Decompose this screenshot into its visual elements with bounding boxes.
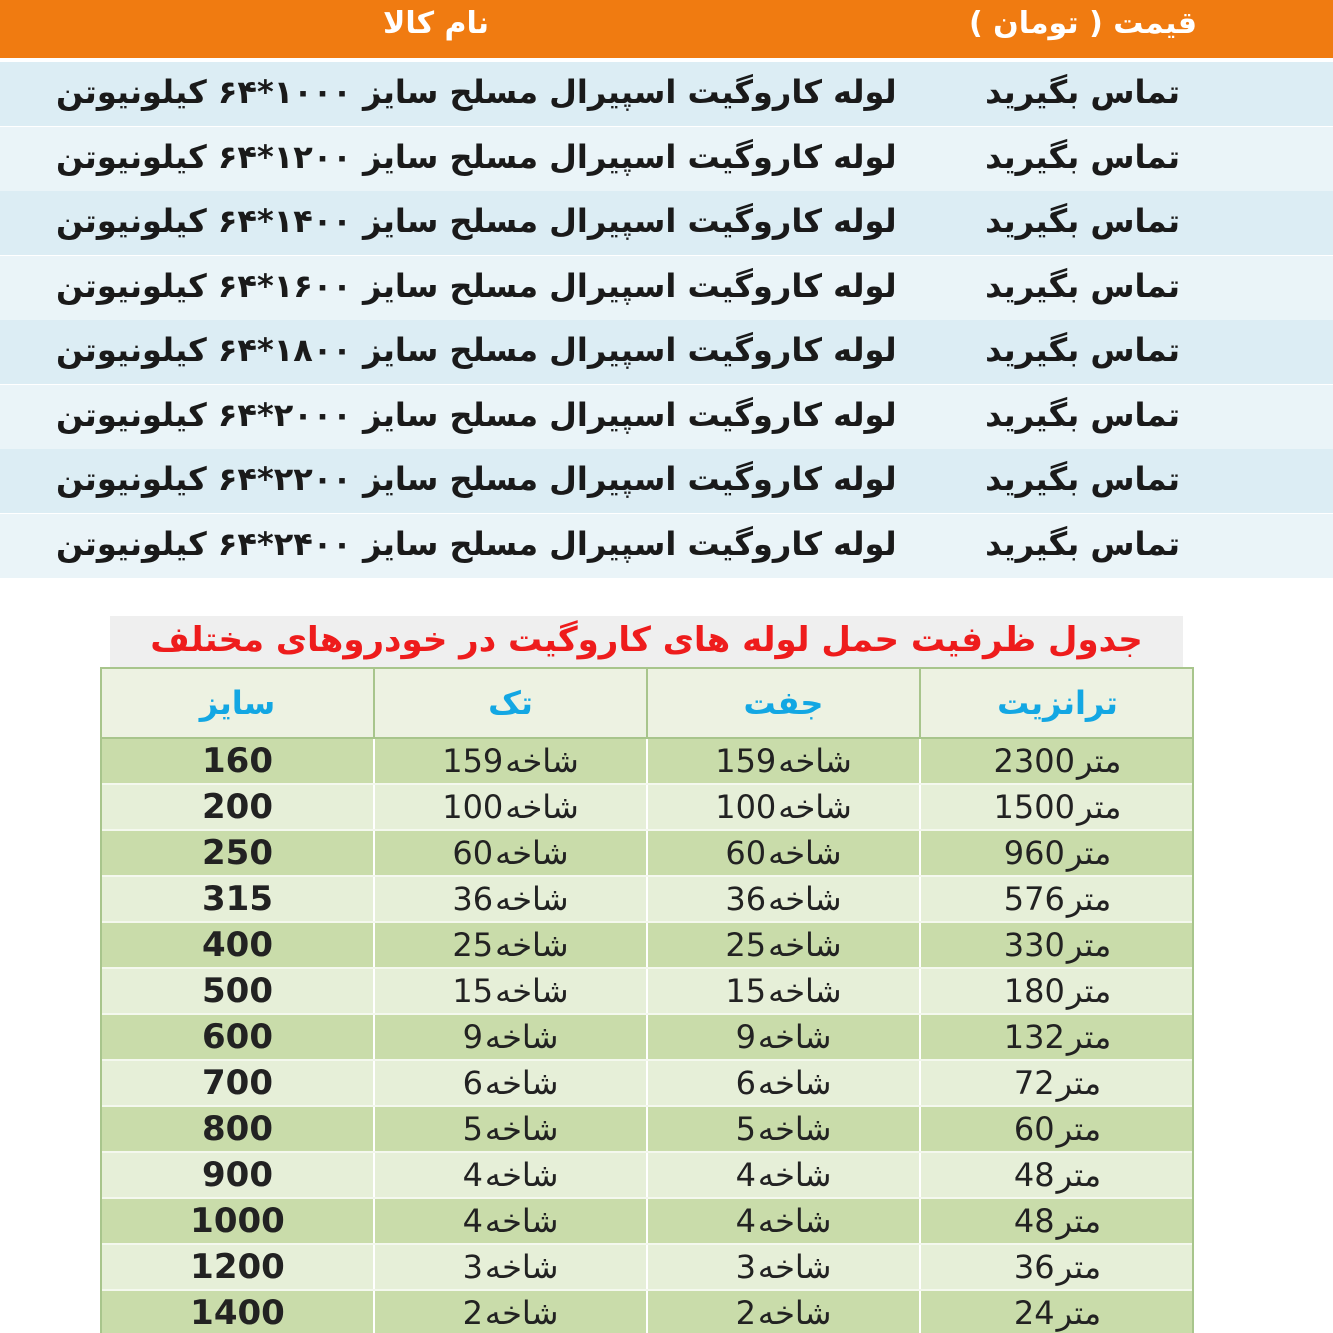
pair-cell	[648, 1245, 921, 1289]
single-value: 9	[462, 1018, 483, 1056]
branch-unit-label: شاخه	[505, 788, 579, 826]
size-cell: 1200	[102, 1245, 375, 1289]
single-cell	[375, 877, 648, 921]
meter-unit-label: متر	[1056, 1064, 1102, 1102]
branch-unit-label: شاخه	[768, 972, 842, 1010]
single-value: 25	[452, 926, 494, 964]
price-cell: تماس بگیرید	[985, 137, 1180, 176]
pair-cell	[648, 1061, 921, 1105]
product-name-cell: لوله کاروگیت اسپیرال مسلح سایز ۲۴۰۰*۶۴ کیلونیوتن	[56, 524, 897, 563]
capacity-table-row	[102, 1199, 1192, 1245]
transit-value: 48	[1013, 1156, 1055, 1194]
pair-cell	[648, 1107, 921, 1151]
single-value: 60	[452, 834, 494, 872]
transit-value: 60	[1013, 1110, 1055, 1148]
product-name-column-header: نام کالا	[383, 6, 490, 41]
capacity-table-row	[102, 831, 1192, 877]
price-table-row	[0, 449, 1333, 513]
branch-unit-label: شاخه	[778, 742, 852, 780]
branch-unit-label: شاخه	[484, 1064, 559, 1102]
single-value: 4	[462, 1202, 483, 1240]
single-cell	[375, 739, 648, 783]
pair-cell	[648, 739, 921, 783]
single-cell	[375, 923, 648, 967]
branch-unit-label: شاخه	[484, 1110, 559, 1148]
capacity-table-row	[102, 739, 1192, 785]
single-cell	[375, 1199, 648, 1243]
branch-unit-label: شاخه	[495, 834, 569, 872]
price-cell: تماس بگیرید	[985, 266, 1180, 305]
capacity-table-row	[102, 923, 1192, 969]
size-cell: 315	[102, 877, 375, 921]
transit-value: 1500	[993, 788, 1075, 826]
capacity-table-row	[102, 969, 1192, 1015]
price-table-row	[0, 320, 1333, 384]
capacity-table-row	[102, 1061, 1192, 1107]
branch-unit-label: شاخه	[484, 1018, 559, 1056]
product-name-cell: لوله کاروگیت اسپیرال مسلح سایز ۱۸۰۰*۶۴ کیلونیوتن	[56, 331, 897, 369]
meter-unit-label: متر	[1066, 926, 1112, 964]
price-table-row	[0, 191, 1333, 255]
transit-cell	[921, 831, 1194, 875]
capacity-title-bar	[110, 616, 1183, 668]
single-cell	[375, 1153, 648, 1197]
price-table-row	[0, 127, 1333, 191]
pair-value: 6	[735, 1064, 756, 1102]
branch-unit-label: شاخه	[495, 880, 569, 918]
meter-unit-label: متر	[1076, 788, 1122, 826]
meter-unit-label: متر	[1056, 1110, 1102, 1148]
transit-cell	[921, 1291, 1194, 1333]
branch-unit-label: شاخه	[768, 926, 842, 964]
transit-value: 24	[1013, 1294, 1055, 1332]
pair-value: 60	[725, 834, 767, 872]
transit-value: 330	[1003, 926, 1065, 964]
single-value: 100	[442, 788, 504, 826]
capacity-table-row	[102, 877, 1192, 923]
single-cell	[375, 1107, 648, 1151]
transit-value: 36	[1013, 1248, 1055, 1286]
branch-unit-label: شاخه	[757, 1064, 832, 1102]
price-column-header: قیمت ( تومان )	[968, 6, 1197, 41]
branch-unit-label: شاخه	[495, 972, 569, 1010]
single-value: 3	[462, 1248, 483, 1286]
product-name-cell: لوله کاروگیت اسپیرال مسلح سایز ۱۴۰۰*۶۴ کیلونیوتن	[56, 202, 897, 240]
transit-cell	[921, 1245, 1194, 1289]
transit-value: 960	[1003, 834, 1065, 872]
transit-value: 2300	[993, 742, 1075, 780]
single-cell	[375, 1061, 648, 1105]
product-name-cell: لوله کاروگیت اسپیرال مسلح سایز ۱۶۰۰*۶۴ کیلونیوتن	[56, 266, 897, 305]
single-cell	[375, 1015, 648, 1059]
single-value: 5	[462, 1110, 483, 1148]
meter-unit-label: متر	[1056, 1248, 1102, 1286]
product-name-cell: لوله کاروگیت اسپیرال مسلح سایز ۲۲۰۰*۶۴ کیلونیوتن	[56, 460, 897, 498]
meter-unit-label: متر	[1066, 834, 1112, 872]
price-cell: تماس بگیرید	[985, 331, 1180, 369]
branch-unit-label: شاخه	[768, 834, 842, 872]
price-cell: تماس بگیرید	[985, 73, 1180, 111]
transit-cell	[921, 1107, 1194, 1151]
branch-unit-label: شاخه	[484, 1156, 559, 1194]
transit-value: 132	[1003, 1018, 1065, 1056]
size-cell: 400	[102, 923, 375, 967]
branch-unit-label: شاخه	[484, 1248, 559, 1286]
size-cell: 700	[102, 1061, 375, 1105]
capacity-table-row	[102, 1107, 1192, 1153]
product-name-cell: لوله کاروگیت اسپیرال مسلح سایز ۲۰۰۰*۶۴ کیلونیوتن	[56, 395, 897, 434]
pair-cell	[648, 1153, 921, 1197]
size-cell: 160	[102, 739, 375, 783]
transit-value: 72	[1013, 1064, 1055, 1102]
pair-cell	[648, 923, 921, 967]
size-cell: 1000	[102, 1199, 375, 1243]
capacity-table-header-row	[102, 669, 1192, 739]
price-cell: تماس بگیرید	[985, 202, 1180, 240]
pair-cell	[648, 1015, 921, 1059]
capacity-table-row	[102, 1291, 1192, 1333]
transit-column-header: ترانزیت	[997, 684, 1118, 722]
transit-cell	[921, 1015, 1194, 1059]
pair-value: 3	[735, 1248, 756, 1286]
price-cell: تماس بگیرید	[985, 524, 1180, 563]
pair-cell	[648, 831, 921, 875]
branch-unit-label: شاخه	[495, 926, 569, 964]
single-value: 4	[462, 1156, 483, 1194]
capacity-table-row	[102, 1245, 1192, 1291]
capacity-table-row	[102, 1153, 1192, 1199]
single-cell	[375, 1245, 648, 1289]
pair-value: 5	[735, 1110, 756, 1148]
meter-unit-label: متر	[1066, 1018, 1112, 1056]
meter-unit-label: متر	[1056, 1156, 1102, 1194]
transit-cell	[921, 1199, 1194, 1243]
branch-unit-label: شاخه	[757, 1110, 832, 1148]
transit-cell	[921, 969, 1194, 1013]
single-cell	[375, 831, 648, 875]
branch-unit-label: شاخه	[484, 1202, 559, 1240]
branch-unit-label: شاخه	[757, 1156, 832, 1194]
size-cell: 500	[102, 969, 375, 1013]
price-cell: تماس بگیرید	[985, 395, 1180, 434]
size-cell: 200	[102, 785, 375, 829]
pair-cell	[648, 1199, 921, 1243]
capacity-table-row	[102, 785, 1192, 831]
meter-unit-label: متر	[1066, 880, 1112, 918]
single-cell	[375, 969, 648, 1013]
size-cell: 600	[102, 1015, 375, 1059]
size-cell: 800	[102, 1107, 375, 1151]
meter-unit-label: متر	[1076, 742, 1122, 780]
pair-column-header: جفت	[648, 669, 921, 737]
price-table-row	[0, 385, 1333, 449]
single-cell	[375, 1291, 648, 1333]
capacity-table-row	[102, 1015, 1192, 1061]
pair-value: 159	[715, 742, 777, 780]
branch-unit-label: شاخه	[757, 1202, 832, 1240]
pair-value: 25	[725, 926, 767, 964]
branch-unit-label: شاخه	[757, 1294, 832, 1332]
branch-unit-label: شاخه	[757, 1018, 832, 1056]
pair-cell	[648, 969, 921, 1013]
transit-cell	[921, 785, 1194, 829]
single-value: 2	[462, 1294, 483, 1332]
pair-cell	[648, 877, 921, 921]
branch-unit-label: شاخه	[778, 788, 852, 826]
pair-cell	[648, 785, 921, 829]
meter-unit-label: متر	[1066, 972, 1112, 1010]
pair-value: 9	[735, 1018, 756, 1056]
pair-cell	[648, 1291, 921, 1333]
size-column-header: سایز	[102, 669, 375, 737]
branch-unit-label: شاخه	[768, 880, 842, 918]
pair-value: 100	[715, 788, 777, 826]
branch-unit-label: شاخه	[484, 1294, 559, 1332]
transit-value: 48	[1013, 1202, 1055, 1240]
transit-value: 576	[1003, 880, 1065, 918]
size-cell: 250	[102, 831, 375, 875]
single-value: 15	[452, 972, 494, 1010]
transit-value: 180	[1003, 972, 1065, 1010]
transit-cell	[921, 1061, 1194, 1105]
price-table-row	[0, 514, 1333, 578]
product-name-cell: لوله کاروگیت اسپیرال مسلح سایز ۱۰۰۰*۶۴ کیلونیوتن	[56, 73, 897, 111]
capacity-table-title: جدول ظرفیت حمل لوله های کاروگیت در خودروهای مختلف	[150, 620, 1143, 660]
price-table-row	[0, 256, 1333, 320]
capacity-table	[100, 667, 1194, 1333]
branch-unit-label: شاخه	[757, 1248, 832, 1286]
transit-cell	[921, 739, 1194, 783]
single-value: 159	[442, 742, 504, 780]
price-table	[0, 0, 1333, 578]
pair-value: 36	[725, 880, 767, 918]
price-table-header	[0, 0, 1333, 58]
size-cell: 900	[102, 1153, 375, 1197]
meter-unit-label: متر	[1056, 1202, 1102, 1240]
single-cell	[375, 785, 648, 829]
pair-value: 4	[735, 1156, 756, 1194]
size-cell: 1400	[102, 1291, 375, 1333]
transit-cell	[921, 1153, 1194, 1197]
meter-unit-label: متر	[1056, 1294, 1102, 1332]
single-value: 36	[452, 880, 494, 918]
pair-value: 4	[735, 1202, 756, 1240]
single-value: 6	[462, 1064, 483, 1102]
pair-value: 2	[735, 1294, 756, 1332]
product-name-cell: لوله کاروگیت اسپیرال مسلح سایز ۱۲۰۰*۶۴ کیلونیوتن	[56, 137, 897, 176]
branch-unit-label: شاخه	[505, 742, 579, 780]
price-table-row	[0, 62, 1333, 126]
transit-cell	[921, 923, 1194, 967]
single-column-header: تک	[375, 669, 648, 737]
price-cell: تماس بگیرید	[985, 460, 1180, 498]
transit-cell	[921, 877, 1194, 921]
pair-value: 15	[725, 972, 767, 1010]
